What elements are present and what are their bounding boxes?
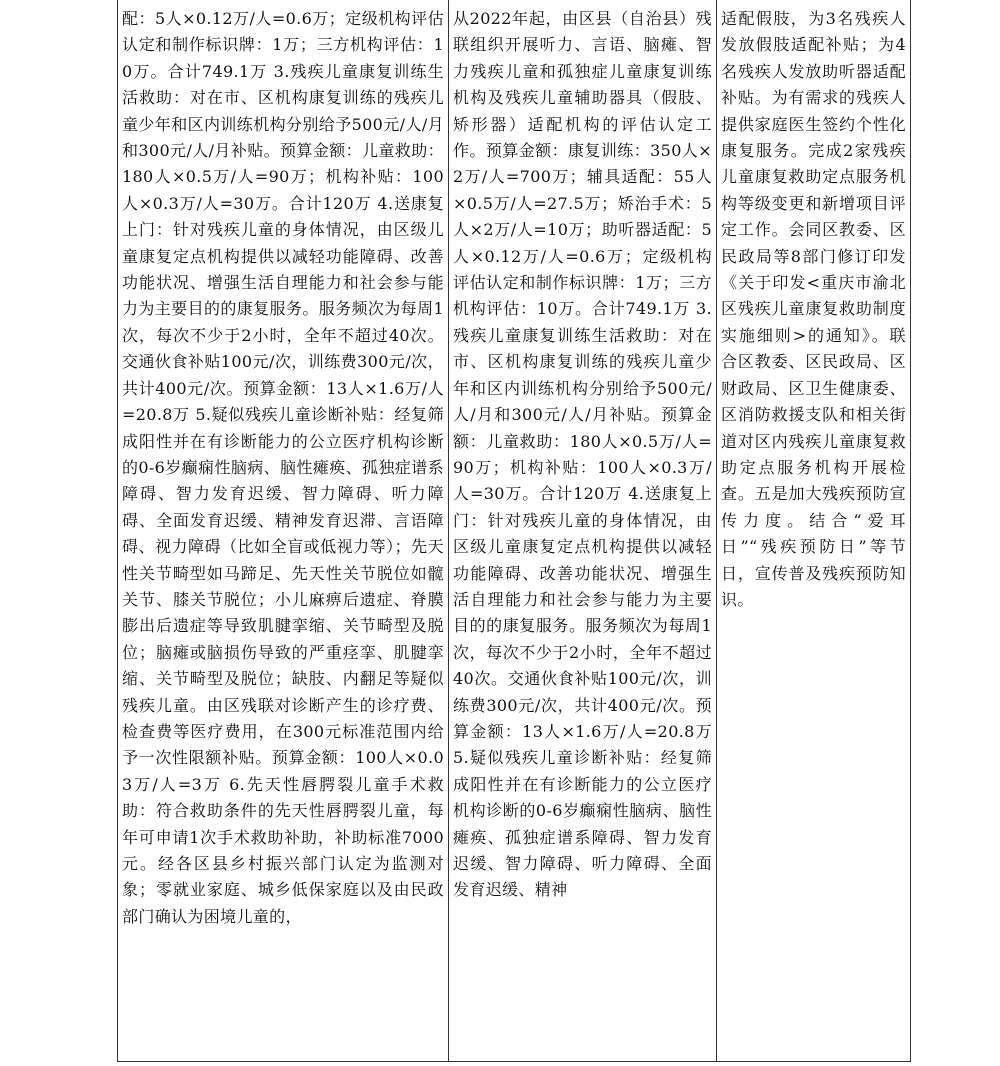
document-table [117,0,911,1062]
column-3-cell: 适配假肢，为3名残疾人发放假肢适配补贴；为4名残疾人发放助听器适配补贴。为有需求的残疾人提供家庭医生签约个性化康复服务。完成2家残疾儿童康复救助定点服务机构等级变更和新增项目评定工作。会同区教委、区民政局等8部门修订印发《关于印发<重庆市渝北区残疾儿童康复救助制度实施细则>的通知》。联合区教委、区民政局、区财政局、区卫生健康委、区消防救援支队和相关街道对区内残疾儿童康复救助定点服务机构开展检查。五是加大残疾预防宣传力度。结合“爱耳日”“残疾预防日”等节日，宣传普及残疾预防知识。 [717,0,911,1062]
table-row [118,0,911,1062]
column-1-cell: 配：5人×0.12万/人=0.6万；定级机构评估认定和制作标识牌：1万；三方机构评估：10万。合计749.1万 3.残疾儿童康复训练生活救助：对在市、区机构康复训练的残疾儿童少年和区内训练机构分别给予500元/人/月和300元/人/月补贴。预算金额：儿童救助：180人×0.5万/人=90万；机构补贴：100人×0.3万/人=30万。合计120万 4.送康复上门：针对残疾儿童的身体情况，由区级儿童康复定点机构提供以减轻功能障碍、改善功能状况、增强生活自理能力和社会参与能力为主要目的的康复服务。服务频次为每周1次，每次不少于2小时，全年不超过40次。交通伙食补贴100元/次，训练费300元/次，共计400元/次。预算金额：13人×1.6万/人=20.8万 5.疑似残疾儿童诊断补贴：经复筛成阳性并在有诊断能力的公立医疗机构诊断的0-6岁癫痫性脑病、脑性瘫痪、孤独症谱系障碍、智力发育迟缓、智力障碍、听力障碍、全面发育迟缓、精神发育迟滞、言语障碍、视力障碍（比如全盲或低视力等）；先天性关节畸型如马蹄足、先天性关节脱位如髋关节、膝关节脱位；小儿麻痹后遗症、脊膜膨出后遗症等导致肌腱挛缩、关节畸型及脱位；脑瘫或脑损伤导致的严重痉挛、肌腱挛缩、关节畸型及脱位；缺肢、内翻足等疑似残疾儿童。由区残联对诊断产生的诊疗费、检查费等医疗费用，在300元标准范围内给予一次性限额补贴。预算金额：100人×0.03万/人=3万 6.先天性唇腭裂儿童手术救助：符合救助条件的先天性唇腭裂儿童，每年可申请1次手术救助补助，补助标准7000元。经各区县乡村振兴部门认定为监测对象；零就业家庭、城乡低保家庭以及由民政部门确认为困境儿童的， [118,0,449,1062]
column-2-cell: 从2022年起，由区县（自治县）残联组织开展听力、言语、脑瘫、智力残疾儿童和孤独症儿童康复训练机构及残疾儿童辅助器具（假肢、矫形器）适配机构的评估认定工作。预算金额：康复训练：350人×2万/人=700万；辅具适配：55人×0.5万/人=27.5万；矫治手术：5人×2万/人=10万；助听器适配：5人×0.12万/人=0.6万；定级机构评估认定和制作标识牌：1万；三方机构评估：10万。合计749.1万 3.残疾儿童康复训练生活救助：对在市、区机构康复训练的残疾儿童少年和区内训练机构分别给予500元/人/月和300元/人/月补贴。预算金额：儿童救助：180人×0.5万/人=90万；机构补贴：100人×0.3万/人=30万。合计120万 4.送康复上门：针对残疾儿童的身体情况，由区级儿童康复定点机构提供以减轻功能障碍、改善功能状况、增强生活自理能力和社会参与能力为主要目的的康复服务。服务频次为每周1次，每次不少于2小时，全年不超过40次。交通伙食补贴100元/次，训练费300元/次，共计400元/次。预算金额：13人×1.6万/人=20.8万 5.疑似残疾儿童诊断补贴：经复筛成阳性并在有诊断能力的公立医疗机构诊断的0-6岁癫痫性脑病、脑性瘫痪、孤独症谱系障碍、智力发育迟缓、智力障碍、听力障碍、全面发育迟缓、精神 [449,0,717,1062]
